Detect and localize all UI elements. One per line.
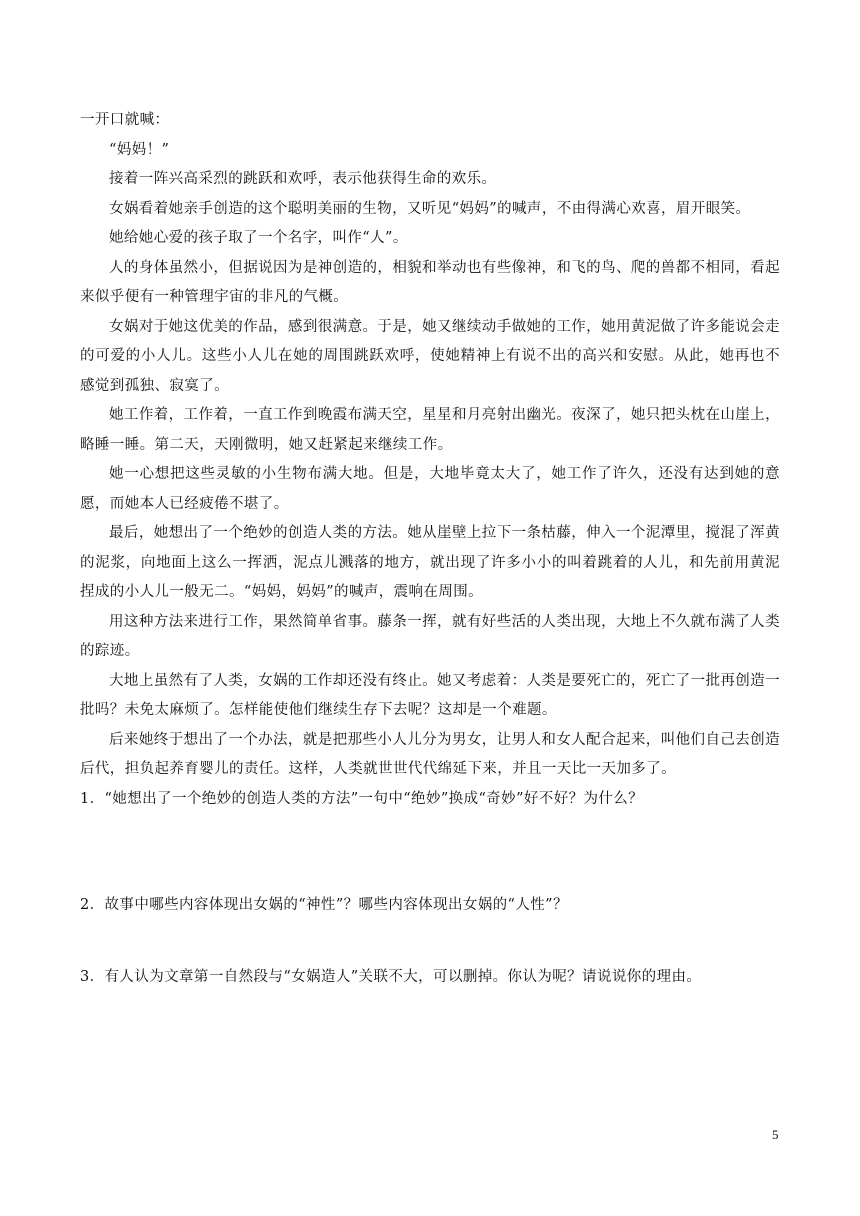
paragraph: 她一心想把这些灵敏的小生物布满大地。但是，大地毕竟太大了，她工作了许久，还没有达到她的意愿，而她本人已经疲倦不堪了。 (80, 466, 780, 512)
paragraph: 大地上虽然有了人类，女娲的工作却还没有终止。她又考虑着：人类是要死亡的，死亡了一批再创造一批吗？未免太麻烦了。怎样能使他们继续生存下去呢？这却是一个难题。 (80, 672, 780, 718)
paragraph: 用这种方法来进行工作，果然简单省事。藤条一挥，就有好些活的人类出现，大地上不久就布满了人类的踪迹。 (80, 613, 780, 659)
answer-space-1 (80, 814, 780, 891)
question-1: 1．“她想出了一个绝妙的创造人类的方法”一句中“绝妙”换成“奇妙”好不好？为什么？ (80, 790, 644, 807)
paragraph: 接着一阵兴高采烈的跳跃和欢呼，表示他获得生命的欢乐。 (109, 171, 497, 187)
question-3: 3．有人认为文章第一自然段与“女娲造人”关联不大，可以删掉。你认为呢？请说说你的理由。 (80, 968, 702, 985)
paragraph: 女娲对于她这优美的作品，感到很满意。于是，她又继续动手做她的工作，她用黄泥做了许多能说会走的可爱的小人儿。这些小人儿在她的周围跳跃欢呼，使她精神上有说不出的高兴和安慰。从此，她再也不感觉到孤独、寂寞了。 (80, 318, 780, 394)
paragraph: 后来她终于想出了一个办法，就是把那些小人儿分为男女，让男人和女人配合起来，叫他们自己去创造后代，担负起养育婴儿的责任。这样，人类就世世代代绵延下来，并且一天比一天加多了。 (80, 731, 780, 777)
paragraph: “妈妈！” (109, 141, 170, 158)
paragraph: 人的身体虽然小，但据说因为是神创造的，相貌和举动也有些像神，和飞的鸟、爬的兽都不相同，看起来似乎便有一种管理宇宙的非凡的气概。 (80, 259, 780, 305)
page-number: 5 (772, 1127, 779, 1142)
answer-space-2 (80, 921, 780, 963)
document-content (80, 106, 780, 992)
passage (80, 106, 780, 785)
questions-section (80, 785, 780, 993)
paragraph: 她工作着，工作着，一直工作到晚霞布满天空，星星和月亮射出幽光。夜深了，她只把头枕在山崖上，略睡一睡。第二天，天刚微明，她又赶紧起来继续工作。 (80, 407, 780, 453)
paragraph: 一开口就喊： (80, 112, 170, 128)
paragraph: 女娲看着她亲手创造的这个聪明美丽的生物，又听见“妈妈”的喊声，不由得满心欢喜，眉开眼笑。 (109, 200, 751, 217)
question-2: 2．故事中哪些内容体现出女娲的“神性”？哪些内容体现出女娲的“人性”？ (80, 897, 568, 913)
paragraph: 她给她心爱的孩子取了一个名字，叫作“人”。 (109, 230, 408, 246)
paragraph: 最后，她想出了一个绝妙的创造人类的方法。她从崖壁上拉下一条枯藤，伸入一个泥潭里，搅混了浑黄的泥浆，向地面上这么一挥洒，泥点儿溅落的地方，就出现了许多小小的叫着跳着的人儿，和先前用黄泥捏成的小人儿一般无二。“妈妈，妈妈”的喊声，震响在周围。 (80, 525, 780, 600)
